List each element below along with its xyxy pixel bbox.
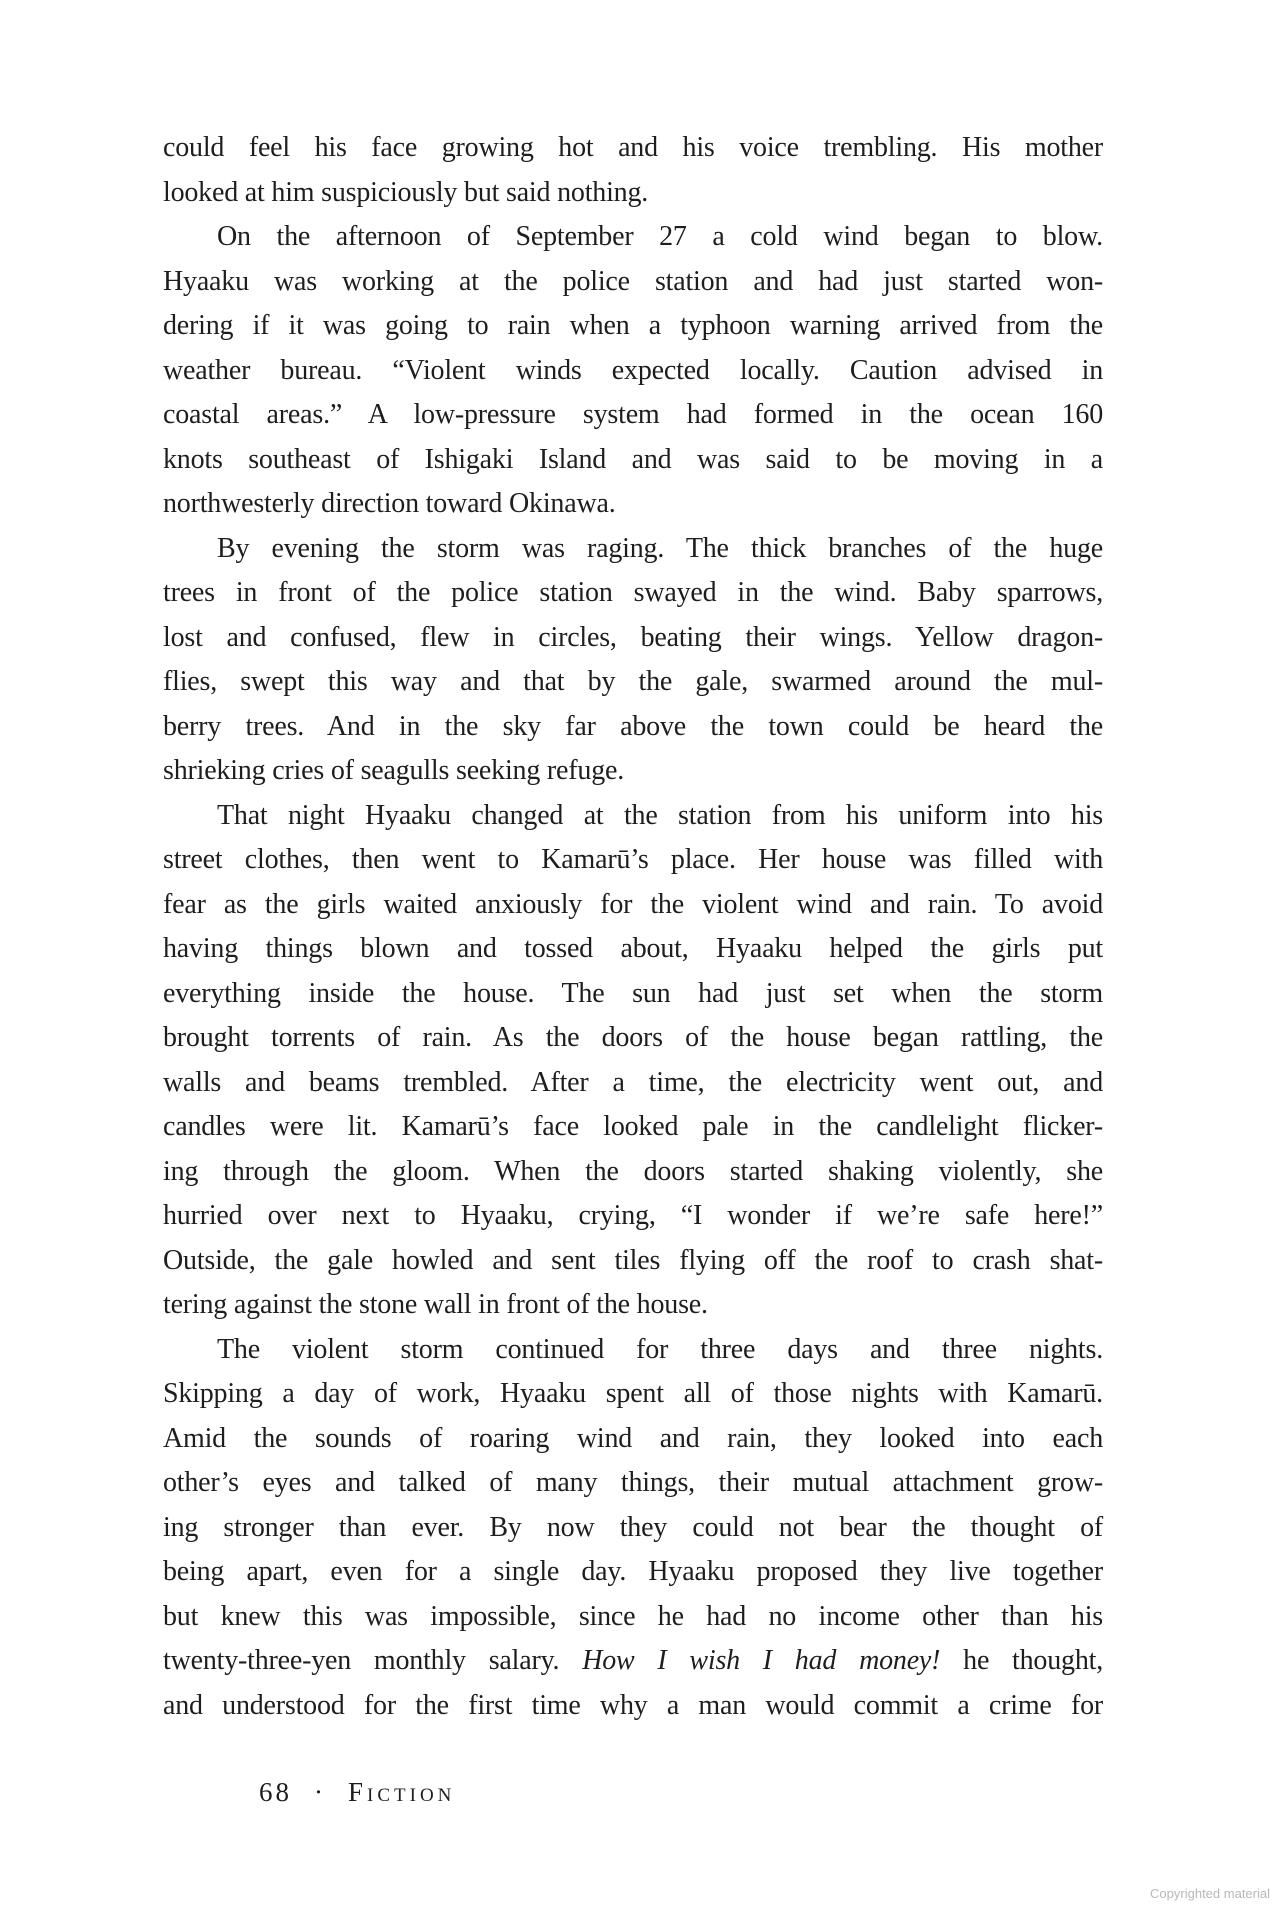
text-line: knots southeast of Ishigaki Island and was said to be moving in a: [163, 443, 1103, 475]
text-line: weather bureau. “Violent winds expected locally. Caution advised in: [163, 354, 1103, 386]
text-line: tering against the stone wall in front of the house.: [163, 1289, 708, 1320]
text-line: By evening the storm was raging. The thick branches of the huge: [217, 532, 1103, 564]
text-segment: he thought,: [940, 1645, 1104, 1676]
text-segment: twenty-three-yen monthly salary.: [163, 1645, 583, 1676]
paragraph: [163, 1328, 1103, 1729]
text-line: northwesterly direction toward Okinawa.: [163, 488, 616, 519]
text-line: Outside, the gale howled and sent tiles flying off the roof to crash shat-: [163, 1244, 1103, 1276]
separator-dot: ·: [314, 1777, 326, 1807]
text-line-with-italic: [163, 1639, 1103, 1684]
text-line: The violent storm continued for three days and three nights.: [217, 1333, 1103, 1365]
text-line: looked at him suspiciously but said nothing.: [163, 176, 649, 208]
text-line: could feel his face growing hot and his voice trembling. His mother: [163, 132, 1103, 163]
text-line: trees in front of the police station swayed in the wind. Baby sparrows,: [163, 577, 1103, 608]
text-line: Amid the sounds of roaring wind and rain, they looked into each: [163, 1422, 1103, 1454]
text-line: having things blown and tossed about, Hyaaku helped the girls put: [163, 933, 1103, 964]
text-line: candles were lit. Kamarū’s face looked pale in the candlelight flicker-: [163, 1111, 1103, 1142]
paragraph: [163, 794, 1103, 1328]
paragraph: [163, 126, 1103, 215]
page-body: [163, 126, 1103, 1728]
paragraph: [163, 215, 1103, 527]
text-line: shrieking cries of seagulls seeking refuge.: [163, 755, 625, 786]
italic-thought: How I wish I had money!: [582, 1645, 941, 1676]
copyright-watermark: Copyrighted material: [1150, 1886, 1270, 1901]
text-line: dering if it was going to rain when a typhoon warning arrived from the: [163, 310, 1103, 341]
text-line: fear as the girls waited anxiously for the violent wind and rain. To avoid: [163, 888, 1103, 920]
text-line: other’s eyes and talked of many things, their mutual attachment grow-: [163, 1467, 1103, 1498]
text-line: On the afternoon of September 27 a cold wind began to blow.: [217, 221, 1103, 252]
text-line: hurried over next to Hyaaku, crying, “I wonder if we’re safe here!”: [163, 1200, 1103, 1231]
text-line: coastal areas.” A low-pressure system had formed in the ocean 160: [163, 399, 1103, 430]
text-line: ing stronger than ever. By now they could not bear the thought of: [163, 1511, 1103, 1543]
text-line: brought torrents of rain. As the doors of the house began rattling, the: [163, 1022, 1103, 1053]
paragraph: [163, 527, 1103, 794]
page-footer: [259, 1777, 455, 1808]
text-line: berry trees. And in the sky far above the town could be heard the: [163, 710, 1103, 742]
text-line: walls and beams trembled. After a time, the electricity went out, and: [163, 1066, 1103, 1098]
text-line: being apart, even for a single day. Hyaaku proposed they live together: [163, 1556, 1103, 1587]
text-line: Skipping a day of work, Hyaaku spent all of those nights with Kamarū.: [163, 1378, 1103, 1409]
text-line: everything inside the house. The sun had just set when the storm: [163, 977, 1103, 1009]
text-line: flies, swept this way and that by the gale, swarmed around the mul-: [163, 666, 1103, 697]
text-line: and understood for the first time why a man would commit a crime for: [163, 1689, 1103, 1721]
text-line: street clothes, then went to Kamarū’s place. Her house was filled with: [163, 844, 1103, 875]
text-line: That night Hyaaku changed at the station from his uniform into his: [217, 799, 1103, 831]
text-line: Hyaaku was working at the police station and had just started won-: [163, 265, 1103, 297]
text-line: lost and confused, flew in circles, beating their wings. Yellow dragon-: [163, 621, 1103, 653]
text-line: ing through the gloom. When the doors started shaking violently, she: [163, 1155, 1103, 1187]
section-title: Fiction: [348, 1777, 456, 1807]
page-number: 68: [259, 1777, 292, 1807]
text-line: but knew this was impossible, since he had no income other than his: [163, 1600, 1103, 1632]
